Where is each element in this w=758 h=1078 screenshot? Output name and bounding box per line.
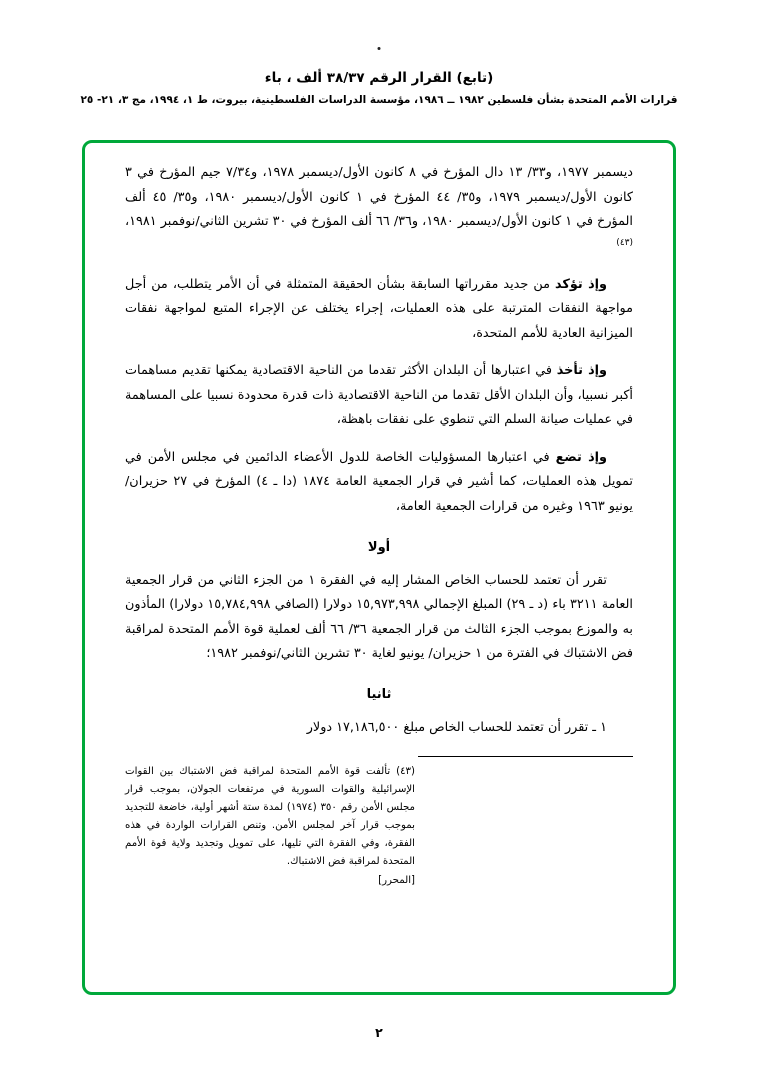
paragraph-dates-text: ديسمبر ١٩٧٧، و٣٣/ ١٣ دال المؤرخ في ٨ كانون الأول/ديسمبر ١٩٧٨، و٧/٣٤ جيم المؤرخ في ٣ كانون الأول/ديسمبر ١٩٧٩، و٣٥/ ٤٤ المؤرخ في ١ كانون الأول/ديسمبر ١٩٨٠، و٣٥/ ٤٥ ألف المؤرخ في ١ كانون الأول/ديسمبر ١٩٨٠، و٣٦/ ٦٦ ألف المؤرخ في ٣٠ تشرين الثاني/نوفمبر ١٩٨١،: [125, 165, 634, 230]
paragraph-reaffirm: [125, 273, 633, 347]
section-heading-first: أولا: [367, 539, 391, 555]
document-body: [125, 161, 633, 982]
paragraph-responsibilities-lead: وإذ تضع: [555, 449, 607, 465]
paragraph-first-1: تقرر أن تعتمد للحساب الخاص المشار إليه في الفقرة ١ من الجزء الثاني من قرار الجمعية العامة ٣٢١١ باء (د ـ ٢٩) المبلغ الإجمالي ١٥,٩٧٣,٩٩٨ دولارا (الصافي ١٥,٧٨٤,٩٩٨ دولارا) المأذون به والموزع بموجب الجزء الثالث من قرار الجمعية ٣٦/ ٦٦ ألف لعملية قوة الأمم المتحدة لمراقبة فض الاشتباك في الفترة من ١ حزيران/ يونيو لغاية ٣٠ تشرين الثاني/نوفمبر ١٩٨٢؛: [125, 572, 633, 662]
paragraph-responsibilities-text: في اعتبارها المسؤوليات الخاصة للدول الأعضاء الدائمين في مجلس الأمن في تمويل هذه العمليات، كما أشير في قرار الجمعية العامة ١٨٧٤ (دا ـ ٤) المؤرخ في ٢٧ حزيران/ يونيو ١٩٦٣ وغيره من قرارات الجمعية العامة،: [125, 449, 633, 515]
section-heading-second: ثانيا: [366, 686, 392, 702]
paragraph-second-1: ١ ـ تقرر أن تعتمد للحساب الخاص مبلغ ١٧,١٨٦,٥٠٠ دولار: [306, 719, 607, 735]
page-header: [0, 68, 758, 109]
paragraph-reaffirm-text: من جديد مقرراتها السابقة بشأن الحقيقة المتمثلة في أن الأمر يتطلب، من أجل مواجهة النفقات المترتبة على هذه العمليات، إجراء يختلف عن الإجراء المتبع لمواجهة نفقات الميزانية العادية للأمم المتحدة،: [125, 276, 633, 341]
footnote-signature: [المحرر]: [378, 875, 415, 887]
page-top-mark: [378, 47, 381, 50]
paragraph-consider-lead: وإذ تأخذ: [556, 363, 607, 379]
paragraph-responsibilities: [125, 446, 633, 520]
paragraph-reaffirm-lead: وإذ تؤكد: [555, 276, 607, 292]
header-title: (تابع) القرار الرقم ٣٨/٣٧ ألف ، باء: [264, 70, 494, 86]
footnote-number: (٤٣): [396, 766, 416, 778]
paragraph-consider: [125, 359, 633, 433]
content-frame: [82, 140, 676, 995]
footnote-text: تألفت قوة الأمم المتحدة لمراقبة فض الاشتباك بين القوات الإسرائيلية والقوات السورية في مرتفعات الجولان، بموجب قرار مجلس الأمن رقم ٣٥٠ (١٩٧٤) لمدة ستة أشهر أولية، خاضعة للتجديد بموجب قرار آخر لمجلس الأمن. وتنص القرارات الواردة في هذه الفقرة، وفي الفقرة التي تليها، على تمويل وتجديد ولاية قوة الأمم المتحدة لمراقبة فض الاشتباك.: [125, 766, 416, 867]
footnote-marker: (٤٣): [616, 237, 633, 248]
header-subtitle: قرارات الأمم المتحدة بشأن فلسطين ١٩٨٢ ــ ١٩٨٦، مؤسسة الدراسات الفلسطينية، بيروت، ط ١، ١٩٩٤، مج ٣، ٢١- ٢٥: [80, 94, 678, 107]
footnote-divider: [418, 756, 633, 757]
footnote-block: [125, 763, 415, 890]
page-number: ٢: [375, 1025, 383, 1040]
paragraph-consider-text: في اعتبارها أن البلدان الأكثر تقدما من الناحية الاقتصادية يمكنها تقديم مساهمات أكبر نسبيا، وأن البلدان الأقل تقدما من الناحية الاقتصادية ذات قدرة محدودة نسبيا على المساهمة في عمليات صيانة السلم التي تنطوي على نفقات باهظة،: [125, 363, 633, 428]
paragraph-dates: [125, 161, 633, 260]
